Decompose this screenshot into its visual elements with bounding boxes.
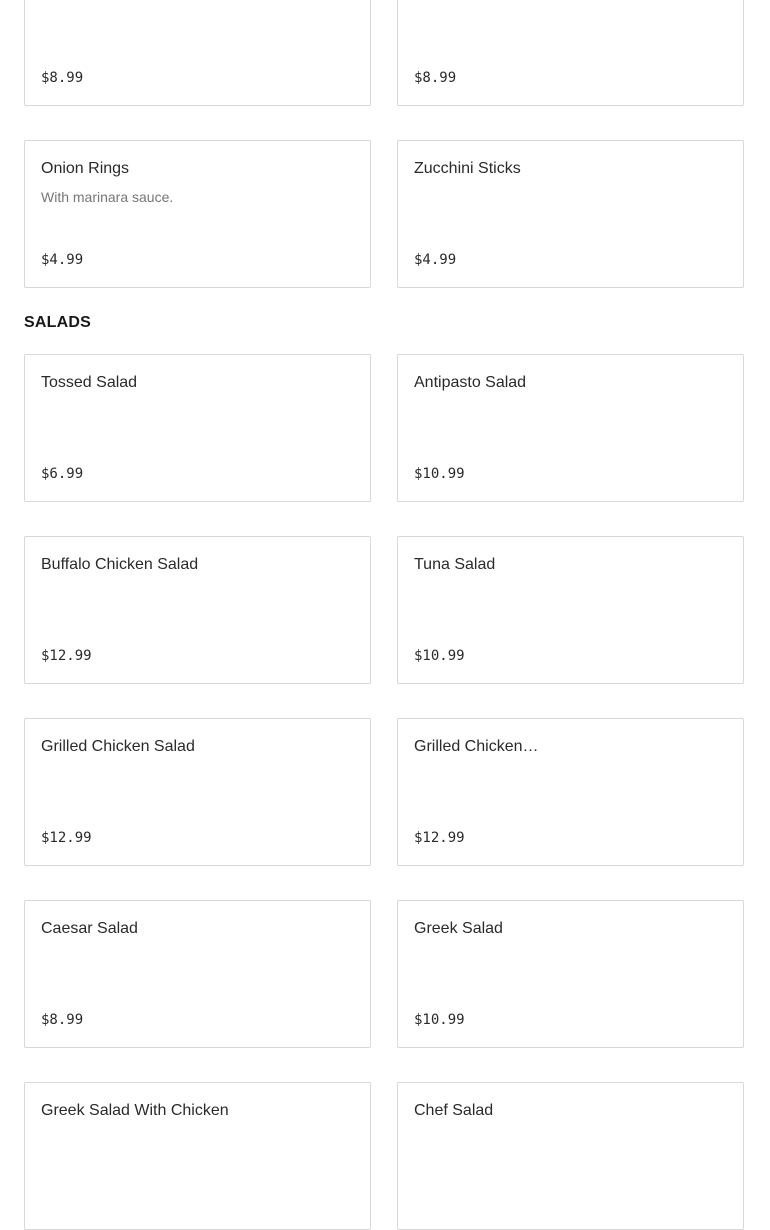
menu-item-card[interactable] — [24, 536, 371, 684]
menu-item-name: Onion Rings — [41, 160, 130, 177]
menu-item-card[interactable] — [24, 140, 371, 288]
menu-item-name: Antipasto Salad — [414, 374, 527, 391]
menu-item-card[interactable] — [397, 354, 744, 502]
menu-item-card[interactable] — [397, 900, 744, 1048]
menu-item-card[interactable] — [24, 718, 371, 866]
menu-item-price: $10.99 — [414, 1012, 465, 1028]
menu-item-name: Tossed Salad — [41, 374, 138, 391]
menu-item-card[interactable] — [24, 0, 371, 106]
menu-item-price: $8.99 — [41, 1012, 84, 1028]
menu-item-name: Greek Salad — [414, 920, 503, 937]
menu-item-name: Chef Salad — [414, 1102, 494, 1119]
menu-item-description: With marinara sauce. — [41, 189, 174, 205]
menu-item-card[interactable] — [397, 140, 744, 288]
menu-item-name: Tuna Salad — [414, 556, 496, 573]
menu-item-price: $4.99 — [41, 252, 84, 268]
menu-item-card[interactable] — [24, 900, 371, 1048]
menu-item-card[interactable] — [24, 1082, 371, 1230]
menu-item-price: $8.99 — [414, 70, 457, 86]
menu-item-price: $12.99 — [41, 648, 92, 664]
menu-item-card[interactable] — [397, 536, 744, 684]
menu-item-price: $8.99 — [41, 70, 84, 86]
menu-item-price: $12.99 — [414, 830, 465, 846]
menu-item-name: Grilled Chicken Salad — [41, 738, 195, 755]
menu-item-price: $4.99 — [414, 252, 457, 268]
menu-item-name: Greek Salad With Chicken — [41, 1102, 229, 1119]
menu-item-name: Buffalo Chicken Salad — [41, 556, 199, 573]
menu-item-name: Grilled Chicken… — [414, 738, 539, 755]
menu-item-name: Caesar Salad — [41, 920, 138, 937]
menu-item-card[interactable] — [397, 718, 744, 866]
menu-item-price: $12.99 — [41, 830, 92, 846]
menu-item-price: $10.99 — [414, 648, 465, 664]
menu-item-name: Zucchini Sticks — [414, 160, 521, 177]
section-heading-salads: SALADS — [24, 314, 91, 331]
menu-item-card[interactable] — [397, 0, 744, 106]
menu-item-price: $10.99 — [414, 466, 465, 482]
menu-item-card[interactable] — [397, 1082, 744, 1230]
menu-item-card[interactable] — [24, 354, 371, 502]
menu-item-price: $6.99 — [41, 466, 84, 482]
